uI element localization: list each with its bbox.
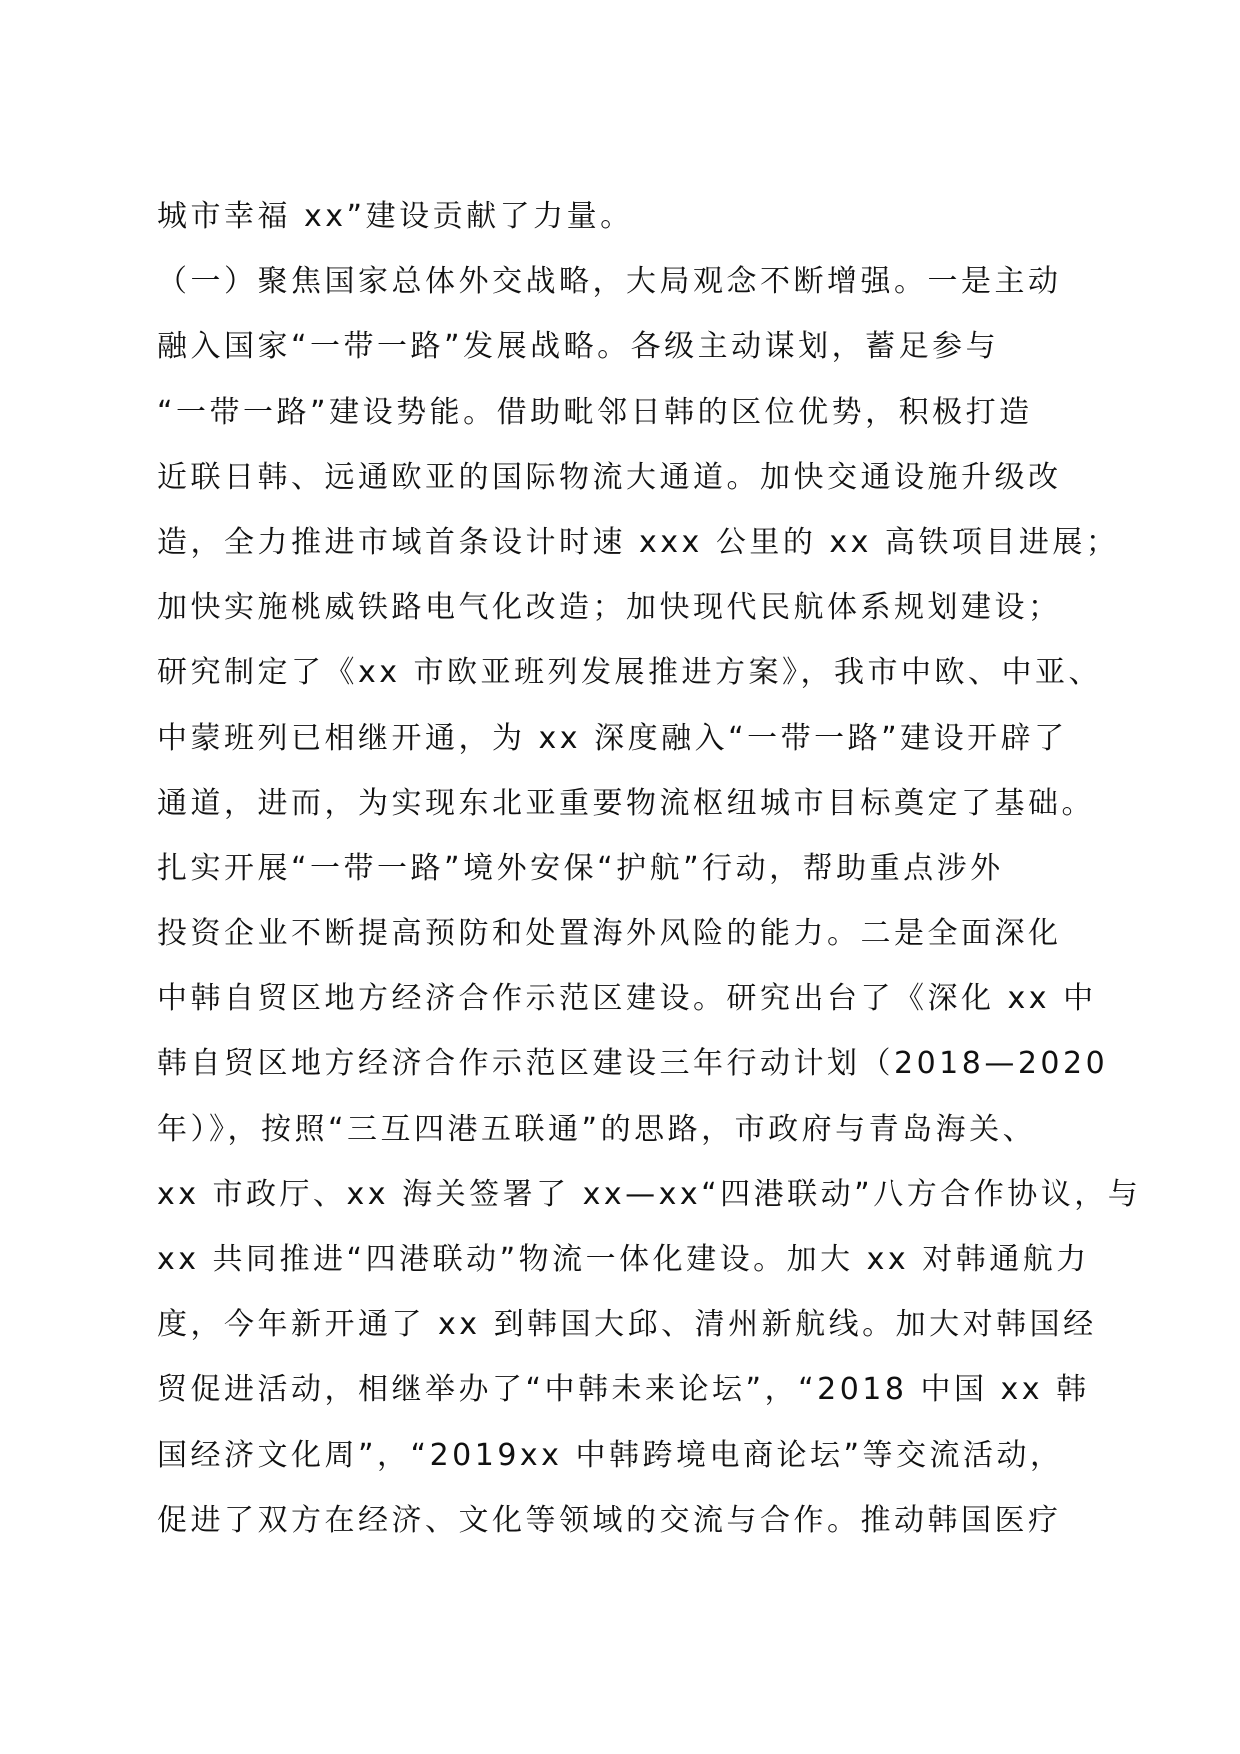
text-line: xx 市政厅、xx 海关签署了 xx—xx“四港联动”八方合作协议，与 [157, 1176, 1142, 1212]
text-line: xx 共同推进“四港联动”物流一体化建设。加大 xx 对韩通航力 [157, 1242, 1090, 1277]
text-line: 近联日韩、远通欧亚的国际物流大通道。加快交通设施升级改 [157, 459, 1062, 495]
text-line: 中蒙班列已相继开通，为 xx 深度融入“一带一路”建设开辟了 [157, 720, 1068, 756]
text-line: （一）聚焦国家总体外交战略，大局观念不断增强。一是主动 [157, 264, 1062, 300]
text-line: 投资企业不断提高预防和处置海外风险的能力。二是全面深化 [157, 916, 1062, 952]
body-text [157, 184, 1142, 1553]
text-line: 促进了双方在经济、文化等领域的交流与合作。推动韩国医疗 [157, 1502, 1062, 1538]
text-line: 度，今年新开通了 xx 到韩国大邱、清州新航线。加大对韩国经 [157, 1307, 1097, 1343]
text-line: 融入国家“一带一路”发展战略。各级主动谋划，蓄足参与 [157, 329, 1000, 365]
text-line: 研究制定了《xx 市欧亚班列发展推进方案》，我市中欧、中亚、 [157, 655, 1103, 691]
text-line: “一带一路”建设势能。借助毗邻日韩的区位优势，积极打造 [157, 394, 1033, 430]
text-line: 国经济文化周”，“2019xx 中韩跨境电商论坛”等交流活动， [157, 1437, 1064, 1473]
text-line: 通道，进而，为实现东北亚重要物流枢纽城市目标奠定了基础。 [157, 785, 1095, 821]
text-line: 城市幸福 xx”建设贡献了力量。 [157, 199, 634, 234]
text-line: 贸促进活动，相继举办了“中韩未来论坛”，“2018 中国 xx 韩 [157, 1372, 1090, 1408]
text-line: 加快实施桃威铁路电气化改造；加快现代民航体系规划建设； [157, 590, 1062, 626]
text-line: 年）》，按照“三互四港五联通”的思路，市政府与青岛海关、 [157, 1111, 1037, 1147]
text-line: 造，全力推进市域首条设计时速 xxx 公里的 xx 高铁项目进展； [157, 524, 1120, 560]
text-line: 韩自贸区地方经济合作示范区建设三年行动计划（2018—2020 [157, 1046, 1109, 1082]
text-line: 中韩自贸区地方经济合作示范区建设。研究出台了《深化 xx 中 [157, 981, 1097, 1017]
text-line: 扎实开展“一带一路”境外安保“护航”行动，帮助重点涉外 [157, 850, 1004, 886]
